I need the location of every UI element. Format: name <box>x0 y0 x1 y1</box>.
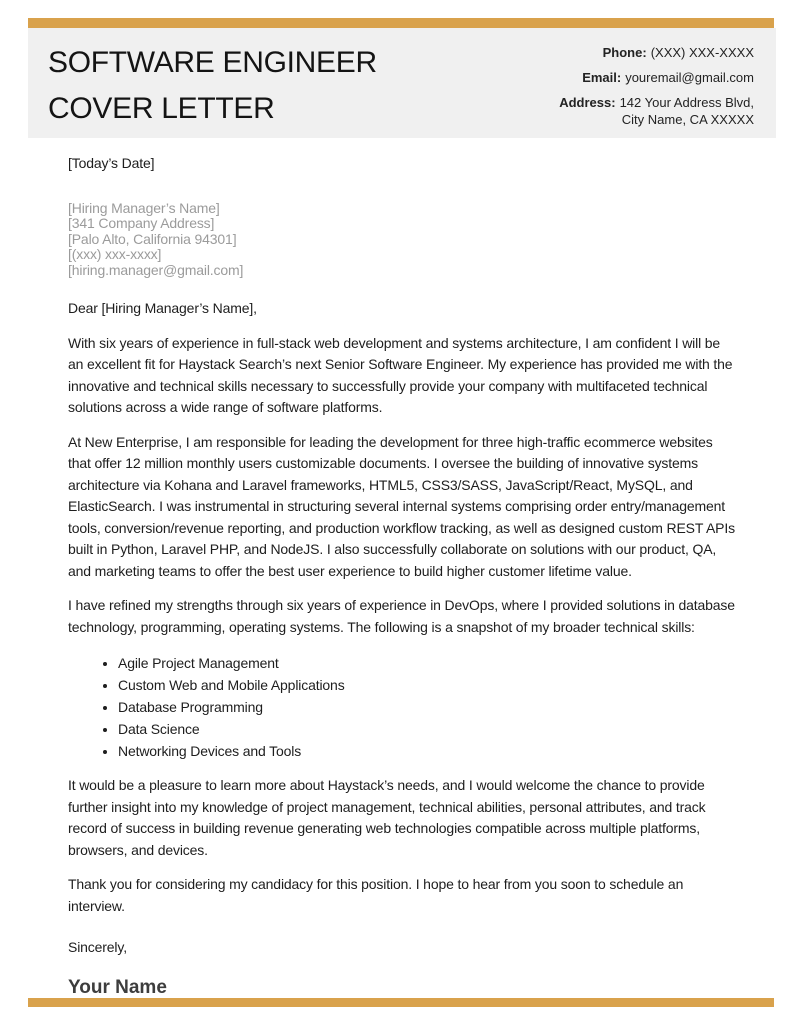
skills-list <box>68 652 736 762</box>
recipient-line: [Hiring Manager’s Name] <box>68 199 220 216</box>
contact-phone <box>559 44 754 61</box>
bottom-accent-bar <box>28 998 774 1007</box>
title-line-2: COVER LETTER <box>48 92 275 125</box>
page-title <box>48 40 377 138</box>
date-line: [Today’s Date] <box>68 155 155 171</box>
address-value-1: 142 Your Address Blvd, <box>619 95 754 110</box>
address-line-2: City Name, CA XXXXX <box>621 112 754 127</box>
body-paragraph: With six years of experience in full-stack web development and systems architecture, I am confident I will be an excellent fit for Haystack Search’s next Senior Software Engineer. My experience has provided me with the innovative and technical skills necessary to successfully provide your company with multifaceted technical solutions across a wide range of software platforms. <box>68 334 733 415</box>
body-paragraph: At New Enterprise, I am responsible for leading the development for three high-traffic ecommerce websites that offer 12 million monthly users customizable documents. I oversee the building of innovative systems architecture via Kohana and Laravel frameworks, HTML5, CSS3/SASS, JavaScript/React, MySQL, and ElasticSearch. I was instrumental in structuring several internal systems comprising order entry/management tools, conversion/revenue reporting, and production workflow tracking, as well as designed custom REST APIs built in Python, Laravel PHP, and NodeJS. I also successfully collaborate on solutions with our product, QA, and marketing teams to offer the best user experience to build higher customer lifetime value. <box>68 433 735 579</box>
skill-item: • Database Programming <box>118 696 736 718</box>
recipient-block <box>68 201 736 279</box>
skill-item: • Data Science <box>118 718 736 740</box>
address-line-1 <box>559 94 754 111</box>
letter-body <box>68 138 736 998</box>
email-value: youremail@gmail.com <box>625 70 754 85</box>
recipient-line: [(xxx) xxx-xxxx] <box>68 246 162 262</box>
contact-email <box>559 69 754 86</box>
phone-value: (XXX) XXX-XXXX <box>650 45 754 60</box>
recipient-line: [341 Company Address] <box>68 215 215 231</box>
salutation: Dear [Hiring Manager’s Name], <box>68 300 257 316</box>
phone-label: Phone: <box>602 45 647 60</box>
contact-address <box>559 94 754 128</box>
letter-header <box>28 28 776 138</box>
recipient-line: [Palo Alto, California 94301] <box>68 230 237 247</box>
email-label: Email: <box>582 70 622 85</box>
body-paragraph: It would be a pleasure to learn more about Haystack’s needs, and I would welcome the chance to provide further insight into my knowledge of project management, technical abilities, personal attributes, and track record of success in building revenue generating web technologies compatible across multiple platforms, browsers, and devices. <box>68 777 706 858</box>
body-paragraph: Thank you for considering my candidacy for this position. I hope to hear from you soon to schedule an interview. <box>68 876 684 914</box>
title-line-1: SOFTWARE ENGINEER <box>48 46 377 79</box>
skill-item: • Custom Web and Mobile Applications <box>118 674 736 696</box>
signature-name: Your Name <box>68 976 167 998</box>
recipient-line: [hiring.manager@gmail.com] <box>68 261 244 278</box>
body-paragraph: I have refined my strengths through six years of experience in DevOps, where I provided solutions in database technology, programming, operating systems. The following is a snapshot of my broader technical skills: <box>68 597 735 635</box>
top-accent-bar <box>28 18 774 28</box>
contact-info <box>559 44 754 138</box>
address-label: Address: <box>559 95 616 110</box>
signoff: Sincerely, <box>68 939 127 955</box>
skill-item: • Agile Project Management <box>118 652 736 674</box>
skill-item: • Networking Devices and Tools <box>118 740 736 762</box>
